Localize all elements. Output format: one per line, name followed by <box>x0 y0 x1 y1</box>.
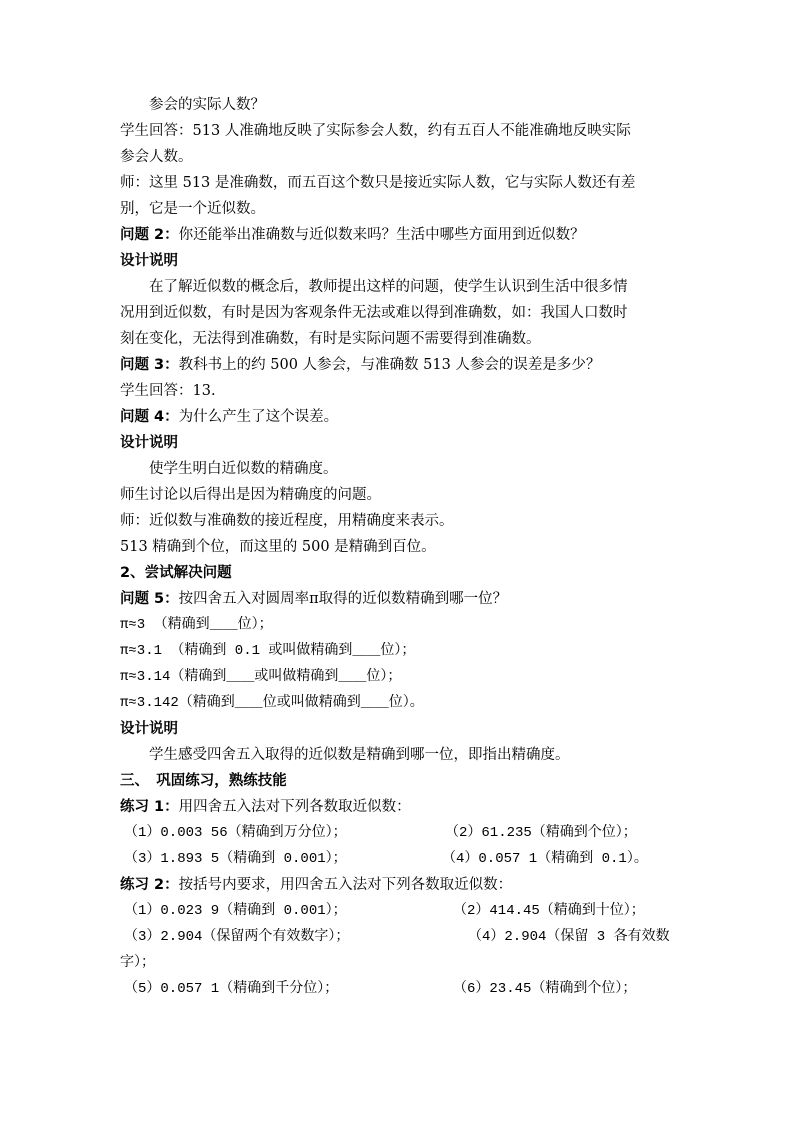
text-line: 513 精确到个位，而这里的 500 是精确到百位。 <box>120 539 436 555</box>
text-line: 使学生明白近似数的精确度。 <box>149 461 338 477</box>
pi-item: π≈3 （精确到＿＿位）； <box>120 617 273 633</box>
exercise-label: 练习 2： <box>120 877 179 893</box>
exercise-1 <box>120 794 680 820</box>
exercise-text: 按括号内要求，用四舍五入法对下列各数取近似数： <box>178 877 513 893</box>
exercise-item: （2）414.45（精确到十位）； <box>453 903 645 919</box>
question-5 <box>120 586 680 612</box>
text-line: 学生回答：13. <box>120 383 216 399</box>
design-note-heading: 设计说明 <box>120 253 178 269</box>
question-label: 问题 4： <box>120 409 179 425</box>
exercise-label: 练习 1： <box>120 799 179 815</box>
text-line: 在了解近似数的概念后，教师提出这样的问题，使学生认识到生活中很多情 <box>149 279 628 295</box>
text-line: 况用到近似数，有时是因为客观条件无法或难以得到准确数，如：我国人口数时 <box>120 305 628 321</box>
question-text: 为什么产生了这个误差。 <box>178 409 339 425</box>
pi-item: π≈3.14（精确到＿＿或叫做精确到＿＿位）； <box>120 669 402 685</box>
question-text: 按四舍五入对圆周率π取得的近似数精确到哪一位？ <box>178 591 508 607</box>
question-label: 问题 3： <box>120 357 179 373</box>
exercise-item: （4）2.904（保留 3 各有效数 <box>468 929 670 945</box>
exercise-item: （5）0.057 1（精确到千分位）； <box>124 981 339 997</box>
exercise-row <box>120 820 680 846</box>
exercise-row <box>120 976 680 1002</box>
exercise-item-wrap: 字）； <box>120 955 155 971</box>
exercise-2 <box>120 872 680 898</box>
pi-item: π≈3.1 （精确到 0.1 或叫做精确到＿＿位）； <box>120 643 416 659</box>
question-label: 问题 2： <box>120 227 179 243</box>
exercise-item: （4）0.057 1（精确到 0.1）。 <box>442 851 648 867</box>
exercise-item: （3）2.904（保留两个有效数字）； <box>124 929 350 945</box>
question-4 <box>120 404 680 430</box>
exercise-row <box>120 898 680 924</box>
text-line: 学生感受四舍五入取得的近似数是精确到哪一位，即指出精确度。 <box>149 747 570 763</box>
section-heading: 三、 巩固练习，熟练技能 <box>120 773 287 789</box>
question-text: 你还能举出准确数与近似数来吗？生活中哪些方面用到近似数？ <box>178 227 585 243</box>
design-note-heading: 设计说明 <box>120 721 178 737</box>
design-note-heading: 设计说明 <box>120 435 178 451</box>
exercise-item: （6）23.45（精确到个位）； <box>453 981 637 997</box>
exercise-item: （2）61.235（精确到个位）； <box>445 825 637 841</box>
exercise-item: （1）0.003 56（精确到万分位）； <box>124 825 347 841</box>
text-line: 学生回答：513 人准确地反映了实际参会人数，约有五百人不能准确地反映实际 <box>120 123 631 139</box>
section-heading: 2、尝试解决问题 <box>120 565 232 581</box>
text-line: 师生讨论以后得出是因为精确度的问题。 <box>120 487 381 503</box>
exercise-text: 用四舍五入法对下列各数取近似数： <box>178 799 411 815</box>
text-line: 师：这里 513 是准确数，而五百这个数只是接近实际人数，它与实际人数还有差 <box>120 175 636 191</box>
exercise-row <box>120 924 680 950</box>
exercise-item: （1）0.023 9（精确到 0.001）； <box>124 903 347 919</box>
text-line: 参会的实际人数？ <box>149 97 265 113</box>
question-2 <box>120 222 680 248</box>
question-text: 教科书上的约 500 人参会，与准确数 513 人参会的误差是多少？ <box>178 357 601 373</box>
pi-item: π≈3.142（精确到＿＿位或叫做精确到＿＿位）。 <box>120 695 424 711</box>
text-line: 师：近似数与准确数的接近程度，用精确度来表示。 <box>120 513 454 529</box>
text-line: 刻在变化，无法得到准确数，有时是实际问题不需要得到准确数。 <box>120 331 541 347</box>
exercise-row <box>120 846 680 872</box>
text-line: 参会人数。 <box>120 149 193 165</box>
question-3 <box>120 352 680 378</box>
document-page <box>120 92 680 1002</box>
exercise-item: （3）1.893 5（精确到 0.001）； <box>124 851 347 867</box>
question-label: 问题 5： <box>120 591 179 607</box>
text-line: 别，它是一个近似数。 <box>120 201 265 217</box>
